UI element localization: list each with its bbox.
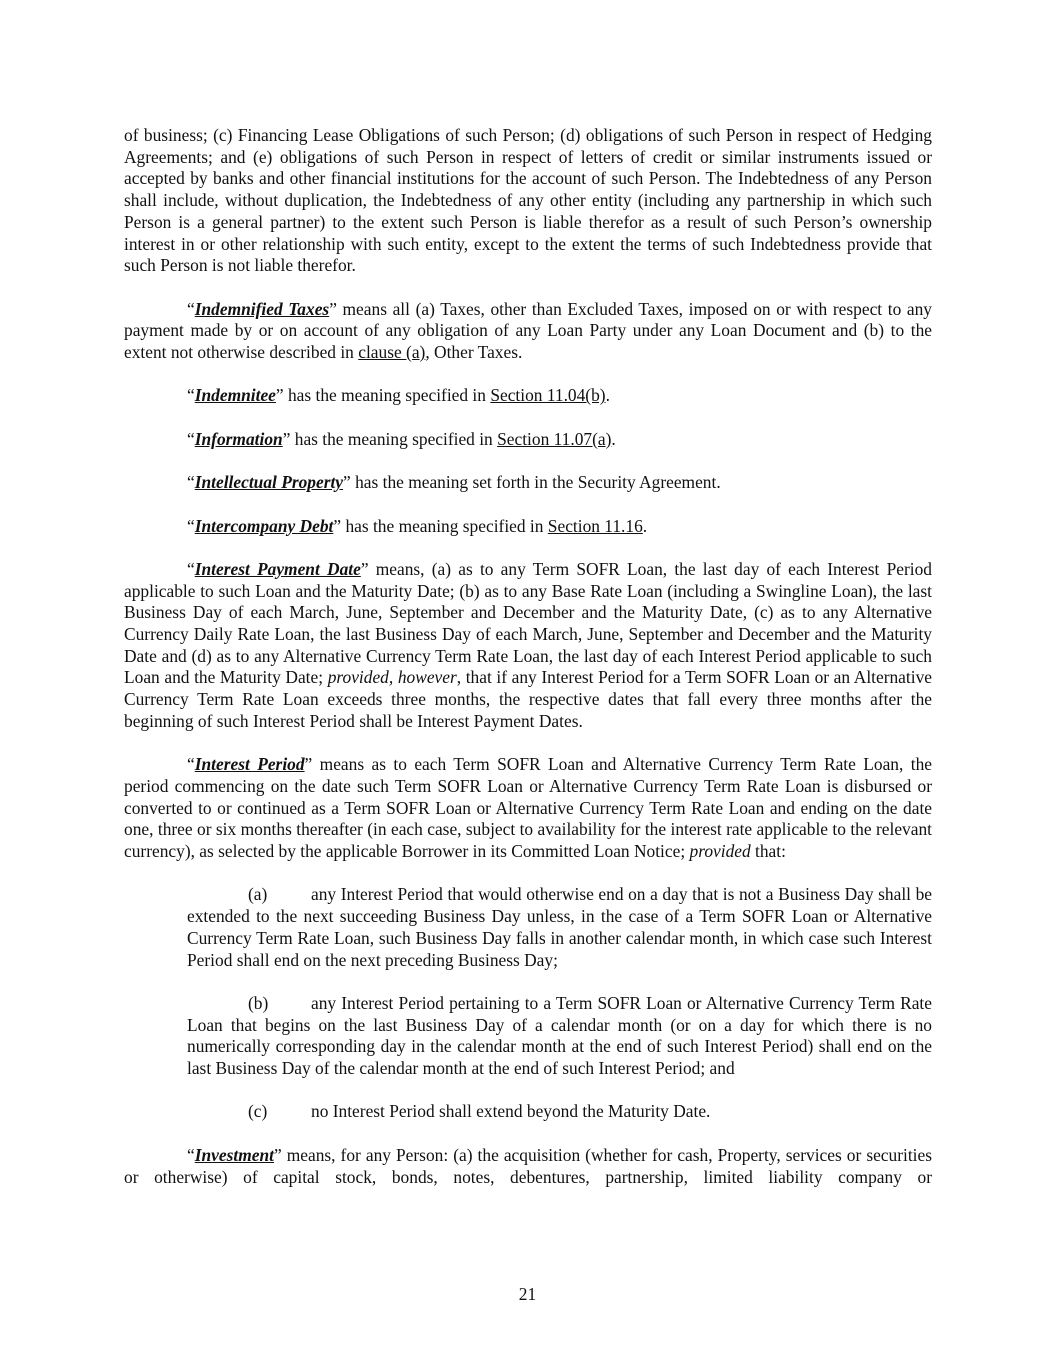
definition-text: . — [611, 428, 616, 449]
definition-text: , Other Taxes. — [425, 342, 523, 363]
defined-term: Intercompany Debt — [194, 515, 334, 536]
italic-proviso: provided — [689, 841, 751, 862]
definition-text: ” means, (a) as to any Term SOFR Loan, the last day of each Interest Period applicable to such Loan and the Maturity Date; (b) as to any Base Rate Loan (including a Swingline Loan), the last Business Day of each March, June, September and December and the Maturity Date, (c) as to any Alternative Currency Daily Rate Loan, the last Business Day of each March, June, September and December and the Maturity Date and (d) as to any Alternative Currency Term Rate Loan, the last day of each Interest Period applicable to such Loan and the Maturity Date; — [124, 558, 932, 688]
subclause-a — [187, 884, 932, 971]
open-quote: “ — [187, 298, 195, 319]
defined-term: Indemnitee — [194, 385, 276, 406]
defined-term: Interest Period — [194, 754, 305, 775]
definition-text: ” has the meaning specified in — [333, 515, 548, 536]
cross-reference-link[interactable]: Section 11.16 — [547, 515, 643, 536]
definition-information — [124, 429, 932, 451]
defined-term: Investment — [194, 1144, 274, 1165]
open-quote: “ — [187, 385, 195, 406]
page-number: 21 — [518, 1284, 537, 1304]
open-quote: “ — [187, 515, 195, 536]
defined-term: Indemnified Taxes — [194, 298, 330, 319]
definition-text: ” has the meaning specified in — [282, 428, 498, 449]
definition-indemnitee — [124, 385, 932, 407]
definition-text: ” means all (a) Taxes, other than Excluded Taxes, imposed on or with respect to any payment made by or on account of any obligation of any Loan Party under any Loan Document and (b) to the extent not otherwise described in — [124, 298, 932, 363]
cross-reference-link[interactable]: clause (a) — [358, 342, 426, 363]
definition-intellectual-property — [124, 472, 932, 494]
cross-reference-link[interactable]: Section 11.07(a) — [497, 428, 612, 449]
subclause-label: (c) — [248, 1101, 268, 1122]
subclause-c — [187, 1101, 932, 1123]
subclause-text: any Interest Period that would otherwise end on a day that is not a Business Day shall be extended to the next succeeding Business Day unless, in the case of a Term SOFR Loan or Alternative Currency Term Rate Loan, such Business Day falls in another calendar month, in which case such Interest Period shall end on the next preceding Business Day; — [187, 884, 932, 970]
continuation-paragraph: of business; (c) Financing Lease Obligations of such Person; (d) obligations of such Person in respect of Hedging Agreements; and (e) obligations of such Person in respect of letters of credit or similar instruments issued or accepted by banks and other financial institutions for the account of such Person. The Indebtedness of any Person shall include, without duplication, the Indebtedness of any other entity (including any partnership in which such Person is a general partner) to the extent such Person is liable therefor as a result of such Person’s ownership interest in or other relationship with such entity, except to the extent the terms of such Indebtedness provide that such Person is not liable therefor. — [124, 125, 932, 276]
definition-interest-period — [124, 754, 932, 863]
definition-intercompany-debt — [124, 516, 932, 538]
subclause-b — [187, 993, 932, 1080]
subclause-text: no Interest Period shall extend beyond the Maturity Date. — [311, 1101, 711, 1122]
definition-text: ” has the meaning set forth in the Security Agreement. — [343, 472, 721, 493]
italic-proviso: provided, however — [327, 667, 457, 688]
definition-investment — [124, 1145, 932, 1188]
defined-term: Intellectual Property — [194, 472, 344, 493]
definition-text: . — [642, 515, 648, 536]
subclause-label: (b) — [248, 992, 269, 1013]
definition-interest-payment-date — [124, 559, 932, 733]
document-page — [124, 125, 932, 1210]
open-quote: “ — [187, 558, 195, 579]
defined-term: Information — [194, 428, 283, 449]
defined-term: Interest Payment Date — [194, 558, 361, 579]
definition-text: ” means as to each Term SOFR Loan and Alternative Currency Term Rate Loan, the period commencing on the date such Term SOFR Loan or Alternative Currency Term Rate Loan is disbursed or converted to or continued as a Term SOFR Loan or Alternative Currency Term Rate Loan and ending on the date one, three or six months thereafter (in each case, subject to availability for the interest rate applicable to the relevant currency), as selected by the applicable Borrower in its Committed Loan Notice; — [124, 754, 932, 862]
cross-reference-link[interactable]: Section 11.04(b) — [490, 385, 606, 406]
open-quote: “ — [187, 472, 195, 493]
definition-text: , that if any Interest Period for a Term SOFR Loan or an Alternative Currency Term Rate Loan exceeds three months, the respective dates that fall every three months after the beginning of such Interest Period shall be Interest Payment Dates. — [124, 667, 932, 731]
open-quote: “ — [187, 754, 195, 775]
definition-text: ” means, for any Person: (a) the acquisition (whether for cash, Property, services or securities or otherwise) of capital stock, bonds, notes, debentures, partnership, limited liability company or — [124, 1144, 932, 1187]
open-quote: “ — [187, 428, 195, 449]
subclause-text: any Interest Period pertaining to a Term SOFR Loan or Alternative Currency Term Rate Loan that begins on the last Business Day of a calendar month (or on a day for which there is no numerically corresponding day in the calendar month at the end of such Interest Period) shall end on the last Business Day of the calendar month at the end of such Interest Period; and — [187, 992, 932, 1079]
definition-text: that: — [750, 841, 786, 862]
definition-indemnified-taxes — [124, 299, 932, 364]
open-quote: “ — [187, 1144, 195, 1165]
definition-text: . — [605, 385, 610, 406]
definition-text: ” has the meaning specified in — [275, 385, 491, 406]
subclause-label: (a) — [248, 884, 268, 905]
